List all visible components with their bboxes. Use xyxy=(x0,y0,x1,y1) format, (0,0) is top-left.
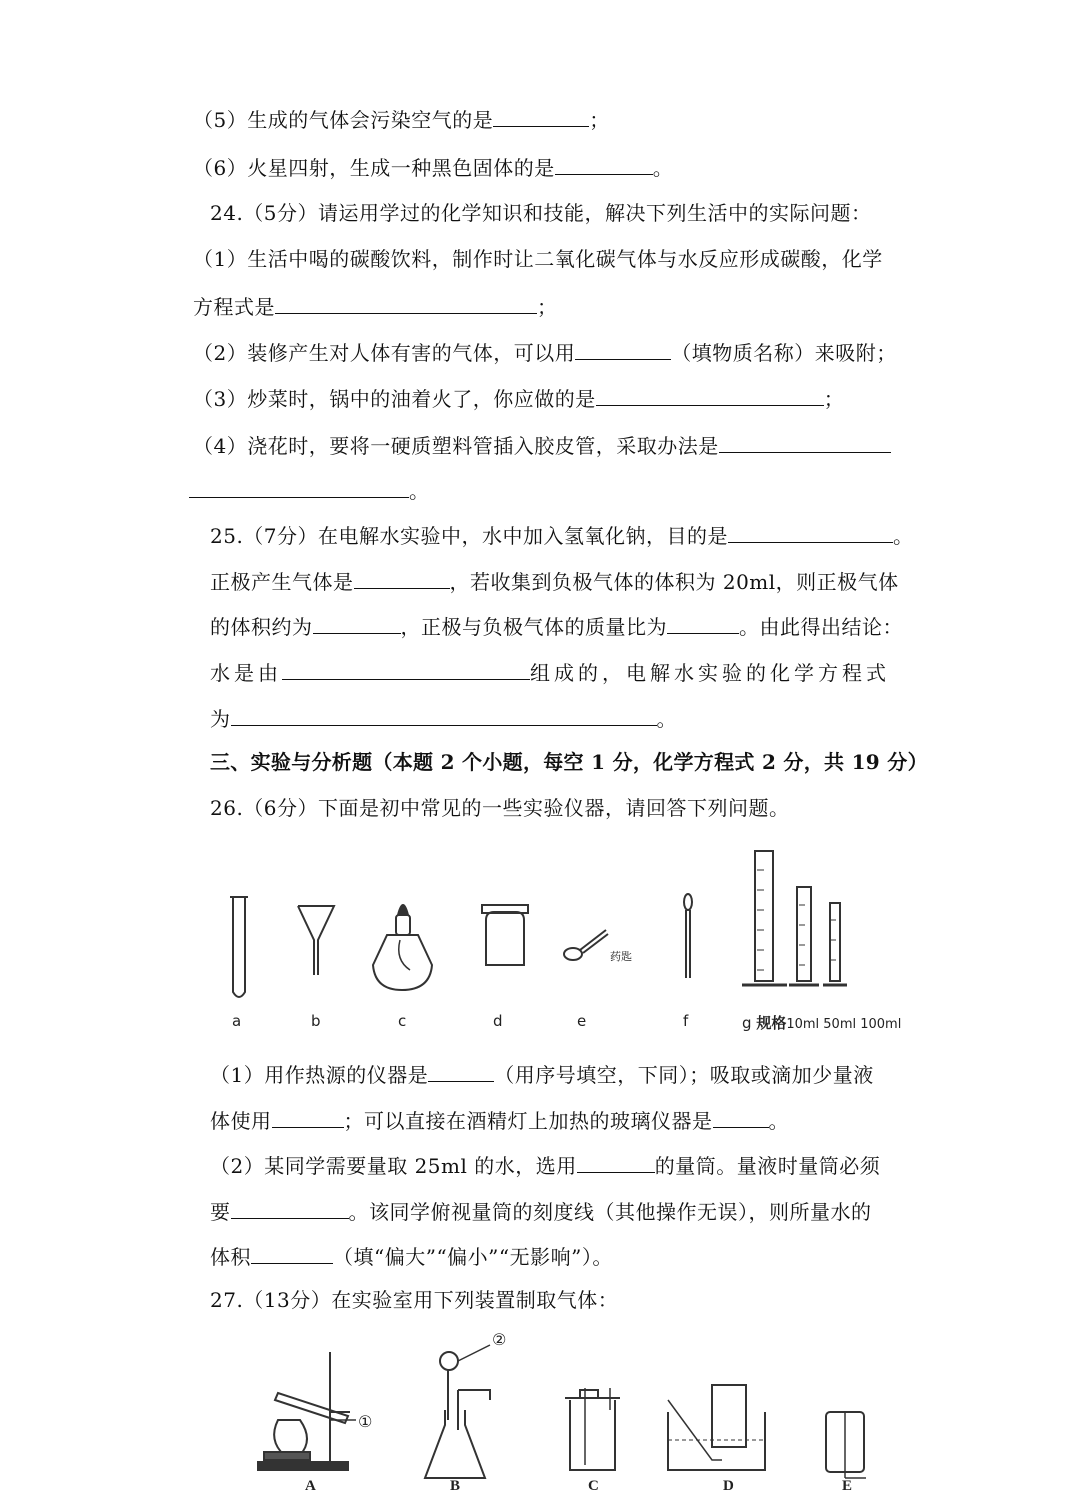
q25-e-text: 为 xyxy=(210,707,231,731)
q24-2-text: （2）装修产生对人体有害的气体，可以用 xyxy=(193,341,576,365)
apparatus-d-icon xyxy=(668,1385,765,1470)
answer-blank[interactable] xyxy=(575,337,671,360)
q25-b-text: 正极产生气体是 xyxy=(210,570,354,594)
q25-b-mid: ，若收集到负极气体的体积为 20ml，则正极气体 xyxy=(449,570,899,594)
answer-blank[interactable] xyxy=(428,1059,494,1082)
q26-heading: 26.（6分）下面是初中常见的一些实验仪器，请回答下列问题。 xyxy=(210,796,790,820)
q23-6-text: （6）火星四射，生成一种黑色固体的是 xyxy=(193,156,555,180)
q26-2-line3 xyxy=(210,1241,613,1271)
label-c: c xyxy=(398,1012,407,1030)
label-g-letter: g xyxy=(742,1014,752,1032)
q24-4-text: （4）浇花时，要将一硬质塑料管插入胶皮管，采取办法是 xyxy=(193,434,719,458)
q24-4 xyxy=(193,430,891,460)
label-f: f xyxy=(683,1012,689,1030)
test-tube-icon xyxy=(233,897,245,997)
graduated-cylinders-icon xyxy=(742,851,847,985)
label-E: E xyxy=(842,1478,853,1494)
label-B: B xyxy=(450,1478,461,1494)
section-3-heading: 三、实验与分析题（本题 2 个小题，每空 1 分，化学方程式 2 分，共 19 分） xyxy=(210,750,928,774)
q23-6 xyxy=(193,152,673,182)
q26-1-text: （1）用作热源的仪器是 xyxy=(210,1063,429,1087)
reagent-bottle-icon xyxy=(482,905,528,965)
q23-6-end: 。 xyxy=(652,156,674,180)
apparatus-e-icon xyxy=(826,1412,866,1478)
q26-2c-end: （填“偏大”“偏小”“无影响”）。 xyxy=(333,1245,613,1269)
q23-5 xyxy=(193,104,610,134)
q24-2 xyxy=(193,337,897,367)
answer-blank[interactable] xyxy=(275,291,537,314)
q24-2-end: （填物质名称）来吸附； xyxy=(671,341,897,365)
q26-1b-end: 。 xyxy=(768,1109,789,1133)
q24-1-line2 xyxy=(193,291,558,321)
q26-1-line1 xyxy=(210,1059,874,1089)
answer-blank[interactable] xyxy=(231,1196,349,1219)
q25-line1 xyxy=(210,520,914,550)
q26-1b-mid: ；可以直接在酒精灯上加热的玻璃仪器是 xyxy=(343,1109,713,1133)
q24-3-end: ； xyxy=(823,387,845,411)
q24-1-text: 方程式是 xyxy=(193,295,275,319)
spec-values: 10ml 50ml 100ml xyxy=(786,1017,902,1032)
q24-3 xyxy=(193,383,844,413)
q26-1-mid: （用序号填空，下同）；吸取或滴加少量液 xyxy=(494,1063,874,1087)
answer-blank[interactable] xyxy=(577,1150,655,1173)
q25-d-text: 水是由 xyxy=(210,661,282,685)
q25-line3 xyxy=(210,611,903,641)
q23-5-text: （5）生成的气体会污染空气的是 xyxy=(193,108,494,132)
spoon-label: 药匙 xyxy=(610,950,632,963)
spec-word: 规格 xyxy=(756,1014,787,1032)
q25-d-end: 组成的，电解水实验的化学方程式 xyxy=(530,661,890,685)
q24-3-text: （3）炒菜时，锅中的油着火了，你应做的是 xyxy=(193,387,596,411)
q25-c-mid: ，正极与负极气体的质量比为 xyxy=(400,615,667,639)
answer-blank[interactable] xyxy=(667,611,739,634)
answer-blank[interactable] xyxy=(493,104,589,127)
q24-4-end: 。 xyxy=(409,479,430,503)
answer-blank[interactable] xyxy=(719,430,891,453)
q23-5-end: ； xyxy=(589,108,610,132)
funnel-icon xyxy=(298,906,334,975)
label-D: D xyxy=(723,1478,734,1494)
answer-blank[interactable] xyxy=(272,1105,344,1128)
label-b: b xyxy=(311,1012,321,1030)
q26-1-line2 xyxy=(210,1105,789,1135)
q25-c-text: 的体积约为 xyxy=(210,615,313,639)
q26-2-mid: 的量筒。量液时量筒必须 xyxy=(654,1154,881,1178)
answer-blank[interactable] xyxy=(354,566,450,589)
q24-4-cont xyxy=(189,475,430,505)
q25-line4 xyxy=(210,657,890,687)
q25-c-end: 。由此得出结论： xyxy=(739,615,903,639)
q25-e-end: 。 xyxy=(656,707,677,731)
answer-blank[interactable] xyxy=(189,475,409,498)
q26-2b-text: 要 xyxy=(210,1200,231,1224)
q25-line2 xyxy=(210,566,899,596)
answer-blank[interactable] xyxy=(251,1241,333,1264)
answer-blank[interactable] xyxy=(596,383,824,406)
answer-blank[interactable] xyxy=(728,520,893,543)
q26-2-text: （2）某同学需要量取 25ml 的水，选用 xyxy=(210,1154,577,1178)
apparatus-c-icon xyxy=(565,1388,620,1470)
q26-1b-text: 体使用 xyxy=(210,1109,272,1133)
answer-blank[interactable] xyxy=(313,611,401,634)
answer-blank[interactable] xyxy=(282,657,530,680)
marker-1: ① xyxy=(358,1412,373,1431)
label-d: d xyxy=(493,1012,503,1030)
q26-2-line1 xyxy=(210,1150,880,1180)
alcohol-lamp-icon xyxy=(373,905,432,990)
answer-blank[interactable] xyxy=(555,152,653,175)
label-g xyxy=(742,1012,901,1033)
label-e: e xyxy=(577,1012,587,1030)
apparatus-a-icon xyxy=(258,1352,356,1470)
label-a: a xyxy=(232,1012,242,1030)
dropper-icon xyxy=(684,894,692,978)
marker-2: ② xyxy=(492,1330,507,1349)
answer-blank[interactable] xyxy=(231,703,657,726)
q27-heading: 27.（13分）在实验室用下列装置制取气体： xyxy=(210,1288,619,1312)
q26-2b-mid: 。该同学俯视量筒的刻度线（其他操作无误），则所量水的 xyxy=(348,1200,872,1224)
label-C: C xyxy=(588,1478,599,1494)
apparatus-b-icon xyxy=(425,1345,490,1478)
q26-2-line2 xyxy=(210,1196,872,1226)
q25-text: 25.（7分）在电解水实验中，水中加入氢氧化钠，目的是 xyxy=(210,524,729,548)
q26-2c-text: 体积 xyxy=(210,1245,251,1269)
answer-blank[interactable] xyxy=(713,1105,769,1128)
label-A: A xyxy=(305,1478,316,1494)
q24-1-end: ； xyxy=(537,295,558,319)
q25-end: 。 xyxy=(893,524,914,548)
q24-heading: 24.（5分）请运用学过的化学知识和技能，解决下列生活中的实际问题： xyxy=(210,201,872,225)
q25-line5 xyxy=(210,703,677,733)
q24-1-line1: （1）生活中喝的碳酸饮料，制作时让二氧化碳气体与水反应形成碳酸，化学 xyxy=(193,247,883,271)
medicine-spoon-icon xyxy=(564,930,608,960)
